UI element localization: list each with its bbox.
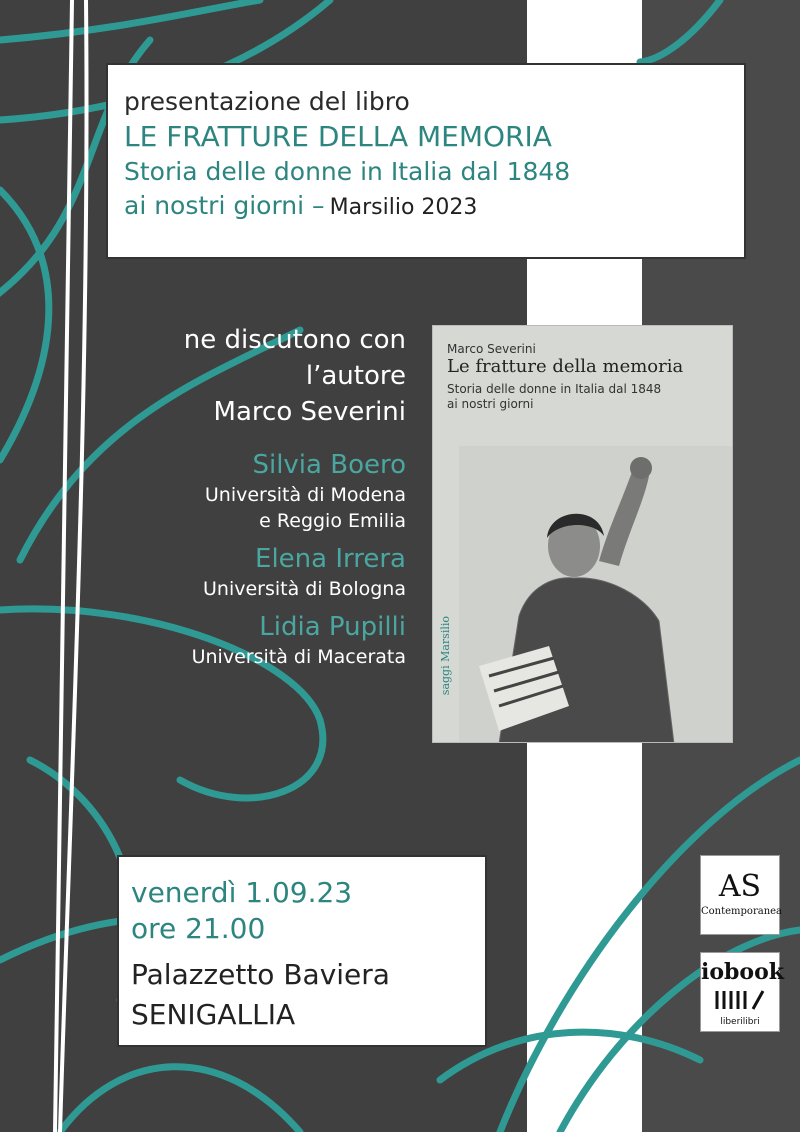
speaker-name: Silvia Boero [252,450,406,480]
book-cover-photo [459,446,733,743]
event-date: venerdì 1.09.23 [131,876,353,909]
book-cover-author: Marco Severini [447,342,536,356]
book-cover-title: Le fratture della memoria [447,356,684,377]
speaker-name: Elena Irrera [255,544,406,574]
speaker-affiliation: Università di Macerata [191,646,406,668]
as-logo-text: Contemporanea [701,906,783,917]
publisher-year: Marsilio 2023 [329,195,478,220]
speaker-name: Lidia Pupilli [259,612,406,642]
as-logo-mark: AS [718,869,762,904]
books-icon [711,989,771,1011]
as-contemporanea-logo [700,855,783,935]
book-subtitle-line-1: Storia delle donne in Italia dal 1848 [124,157,571,186]
event-venue: Palazzetto Baviera [131,958,390,991]
speaker-affiliation: Università di Bologna [203,578,406,600]
author-name: Marco Severini [213,397,406,427]
event-city: SENIGALLIA [131,998,296,1031]
book-cover-subtitle: Storia delle donne in Italia dal 1848 ai nostri giorni [447,382,662,411]
iobook-logo [700,952,785,1032]
book-cover-series: saggi Marsilio [439,616,452,696]
discussion-line-1: ne discutono con [183,325,406,355]
book-cover [432,325,733,743]
book-title-heading: LE FRATTURE DELLA MEMORIA [124,120,552,153]
event-info-box [117,855,487,1047]
book-subtitle-line-2: ai nostri giorni – [124,191,325,220]
speaker-affiliation: Università di Modena [204,484,406,506]
event-time: ore 21.00 [131,912,266,945]
iobook-logo-mark: iobook [701,959,785,985]
iobook-logo-text: liberilibri [720,1017,760,1027]
discussion-line-2: l’autore [305,361,406,391]
presentation-intro: presentazione del libro [124,87,410,116]
title-box [106,63,746,259]
speakers-block [184,322,406,670]
speaker-affiliation: e Reggio Emilia [259,510,406,532]
